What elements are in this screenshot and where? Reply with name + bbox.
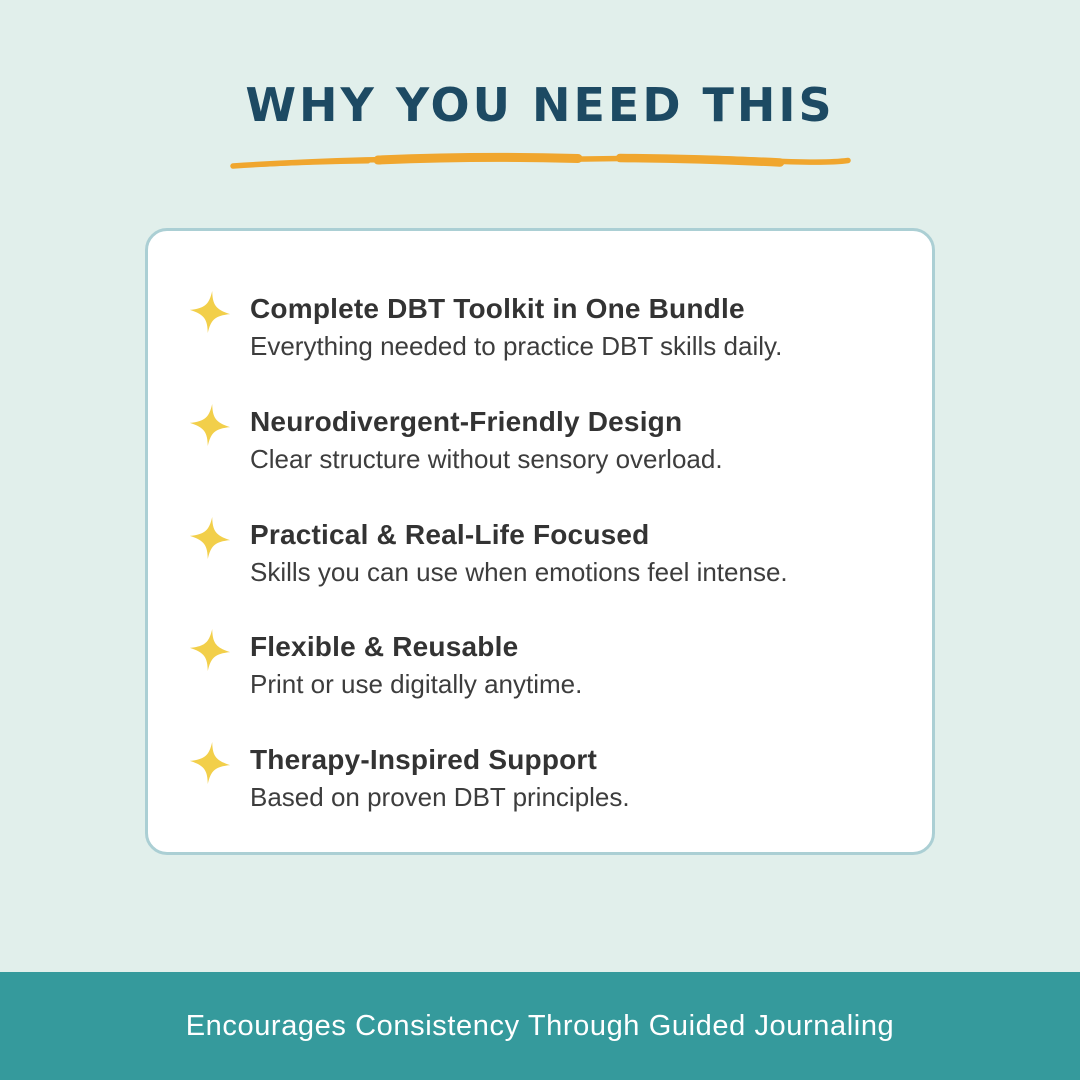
footer-banner	[0, 972, 1080, 1080]
benefit-text	[250, 404, 884, 477]
benefit-title: Flexible & Reusable	[250, 631, 519, 663]
footer-text: Encourages Consistency Through Guided Journaling	[185, 1009, 895, 1042]
list-item	[188, 629, 884, 702]
sparkle-icon	[188, 627, 232, 673]
benefit-text	[250, 629, 884, 702]
sparkle-icon	[188, 402, 232, 448]
benefit-description: Based on proven DBT principles.	[250, 782, 630, 813]
benefit-title: Practical & Real-Life Focused	[250, 518, 650, 550]
sparkle-icon	[188, 740, 232, 786]
brush-underline-icon	[228, 146, 853, 176]
benefit-description: Clear structure without sensory overload.	[250, 443, 723, 474]
sparkle-icon	[188, 515, 232, 561]
benefit-title: Neurodivergent-Friendly Design	[250, 405, 683, 437]
benefit-text	[250, 742, 884, 815]
benefits-card	[145, 228, 935, 855]
benefit-description: Everything needed to practice DBT skills daily.	[250, 331, 783, 361]
list-item	[188, 291, 884, 364]
benefit-text	[250, 517, 884, 590]
list-item	[188, 517, 884, 590]
list-item	[188, 404, 884, 477]
benefit-description: Print or use digitally anytime.	[250, 669, 583, 700]
list-item	[188, 742, 884, 815]
benefit-title: Complete DBT Toolkit in One Bundle	[250, 293, 745, 324]
title-underline-decoration	[228, 146, 853, 176]
header	[0, 78, 1080, 176]
benefit-text	[250, 291, 884, 364]
benefit-description: Skills you can use when emotions feel intense.	[250, 556, 788, 587]
sparkle-icon	[188, 289, 232, 335]
page-title: WHY YOU NEED THIS	[245, 78, 835, 132]
benefit-title: Therapy-Inspired Support	[250, 744, 598, 776]
